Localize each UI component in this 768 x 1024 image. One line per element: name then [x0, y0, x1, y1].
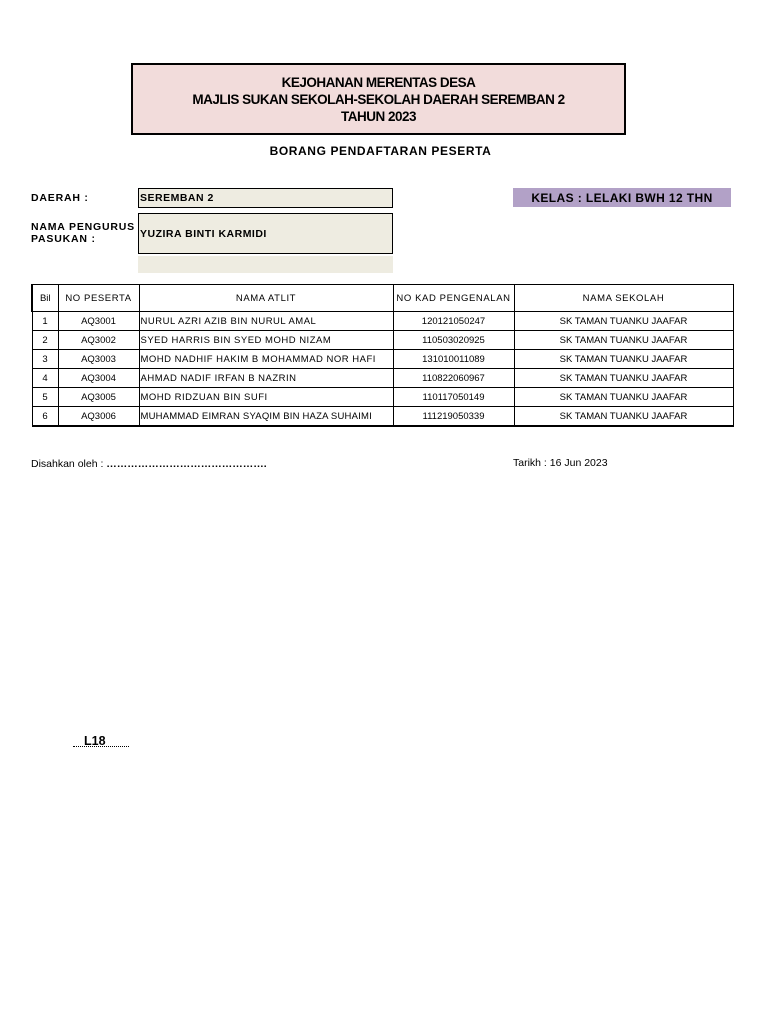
- table-row: [32, 350, 733, 369]
- cell-nama-atlit: NURUL AZRI AZIB BIN NURUL AMAL: [139, 312, 393, 331]
- event-title-box: [131, 63, 626, 135]
- cell-nama-sekolah: SK TAMAN TUANKU JAAFAR: [514, 312, 733, 331]
- cell-no-kad: 110503020925: [393, 331, 514, 350]
- cell-no-peserta: AQ3003: [58, 350, 139, 369]
- header-no-kad: NO KAD PENGENALAN: [393, 285, 514, 312]
- table-row: [32, 388, 733, 407]
- pengurus-label: [31, 221, 135, 245]
- cell-bil: 5: [32, 388, 58, 407]
- cell-nama-sekolah: SK TAMAN TUANKU JAAFAR: [514, 350, 733, 369]
- page-code-underline: [73, 746, 129, 747]
- cell-nama-sekolah: SK TAMAN TUANKU JAAFAR: [514, 407, 733, 427]
- table-row: [32, 369, 733, 388]
- cell-no-peserta: AQ3006: [58, 407, 139, 427]
- daerah-label: DAERAH :: [31, 192, 89, 204]
- header-nama-sekolah: NAMA SEKOLAH: [514, 285, 733, 312]
- cell-no-kad: 110822060967: [393, 369, 514, 388]
- cell-nama-atlit: MUHAMMAD EIMRAN SYAQIM BIN HAZA SUHAIMI: [139, 407, 393, 427]
- cell-bil: 4: [32, 369, 58, 388]
- cell-nama-sekolah: SK TAMAN TUANKU JAAFAR: [514, 369, 733, 388]
- table-row: [32, 407, 733, 427]
- cell-nama-sekolah: SK TAMAN TUANKU JAAFAR: [514, 388, 733, 407]
- table-row: [32, 331, 733, 350]
- cell-bil: 1: [32, 312, 58, 331]
- kelas-badge: KELAS : LELAKI BWH 12 THN: [513, 188, 731, 207]
- cell-bil: 2: [32, 331, 58, 350]
- tarikh-text: Tarikh : 16 Jun 2023: [513, 457, 608, 469]
- cell-nama-atlit: SYED HARRIS BIN SYED MOHD NIZAM: [139, 331, 393, 350]
- pengurus-field[interactable]: YUZIRA BINTI KARMIDI: [138, 213, 393, 254]
- form-title: BORANG PENDAFTARAN PESERTA: [269, 144, 492, 158]
- signature-dots: ……………………………………….: [106, 458, 267, 470]
- header-bil: Bil: [32, 285, 58, 312]
- cell-no-peserta: AQ3001: [58, 312, 139, 331]
- pengurus-label-line2: PASUKAN :: [31, 233, 96, 245]
- header-nama-atlit: NAMA ATLIT: [139, 285, 393, 312]
- cell-no-kad: 111219050339: [393, 407, 514, 427]
- pengurus-label-line1: NAMA PENGURUS: [31, 221, 135, 233]
- participant-table: [31, 284, 734, 427]
- table-row: [32, 312, 733, 331]
- event-title-line1: KEJOHANAN MERENTAS DESA: [281, 74, 476, 90]
- daerah-field[interactable]: SEREMBAN 2: [138, 188, 393, 208]
- cell-nama-atlit: MOHD RIDZUAN BIN SUFI: [139, 388, 393, 407]
- cell-no-peserta: AQ3005: [58, 388, 139, 407]
- blank-field[interactable]: [138, 256, 393, 273]
- table-header-row: [32, 285, 733, 312]
- cell-bil: 6: [32, 407, 58, 427]
- cell-no-kad: 110117050149: [393, 388, 514, 407]
- disahkan-line: [31, 458, 267, 470]
- cell-nama-atlit: MOHD NADHIF HAKIM B MOHAMMAD NOR HAFI: [139, 350, 393, 369]
- event-title-line2: MAJLIS SUKAN SEKOLAH-SEKOLAH DAERAH SEREMBAN 2: [192, 91, 565, 107]
- cell-no-peserta: AQ3002: [58, 331, 139, 350]
- cell-nama-sekolah: SK TAMAN TUANKU JAAFAR: [514, 331, 733, 350]
- cell-no-peserta: AQ3004: [58, 369, 139, 388]
- cell-no-kad: 120121050247: [393, 312, 514, 331]
- disahkan-label: Disahkan oleh :: [31, 458, 107, 470]
- cell-nama-atlit: AHMAD NADIF IRFAN B NAZRIN: [139, 369, 393, 388]
- page-code: L18: [84, 734, 106, 748]
- header-no-peserta: NO PESERTA: [58, 285, 139, 312]
- cell-no-kad: 131010011089: [393, 350, 514, 369]
- cell-bil: 3: [32, 350, 58, 369]
- event-title-line3: TAHUN 2023: [340, 108, 417, 124]
